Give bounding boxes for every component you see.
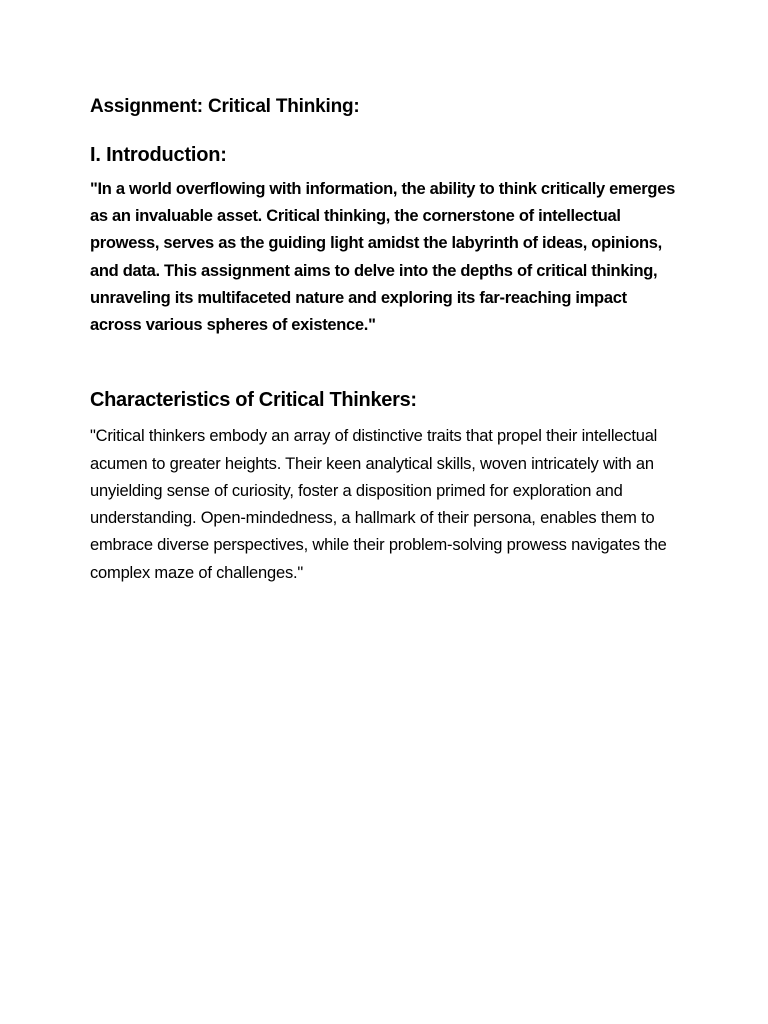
- document-content: [90, 94, 680, 587]
- section-heading-introduction: I. Introduction:: [90, 144, 227, 166]
- section-heading-characteristics: Characteristics of Critical Thinkers:: [90, 389, 417, 412]
- introduction-paragraph: "In a world overflowing with information, the ability to think critically emerges as an invaluable asset. Critical thinking, the cornerstone of intellectual prowess, serves as the guiding light amidst the labyrinth of ideas, opinions, and data. This assignment aims to delve into the depths of critical thinking, unraveling its multifaceted nature and exploring its far-reaching impact across various spheres of existence.": [90, 180, 675, 335]
- characteristics-paragraph: "Critical thinkers embody an array of distinctive traits that propel their intellectual acumen to greater heights. Their keen analytical skills, woven intricately with an unyielding sense of curiosity, foster a disposition primed for exploration and understanding. Open-mindedness, a hallmark of their persona, enables them to embrace diverse perspectives, while their problem-solving prowess navigates the complex maze of challenges.": [90, 427, 667, 582]
- document-title: Assignment: Critical Thinking:: [90, 96, 360, 117]
